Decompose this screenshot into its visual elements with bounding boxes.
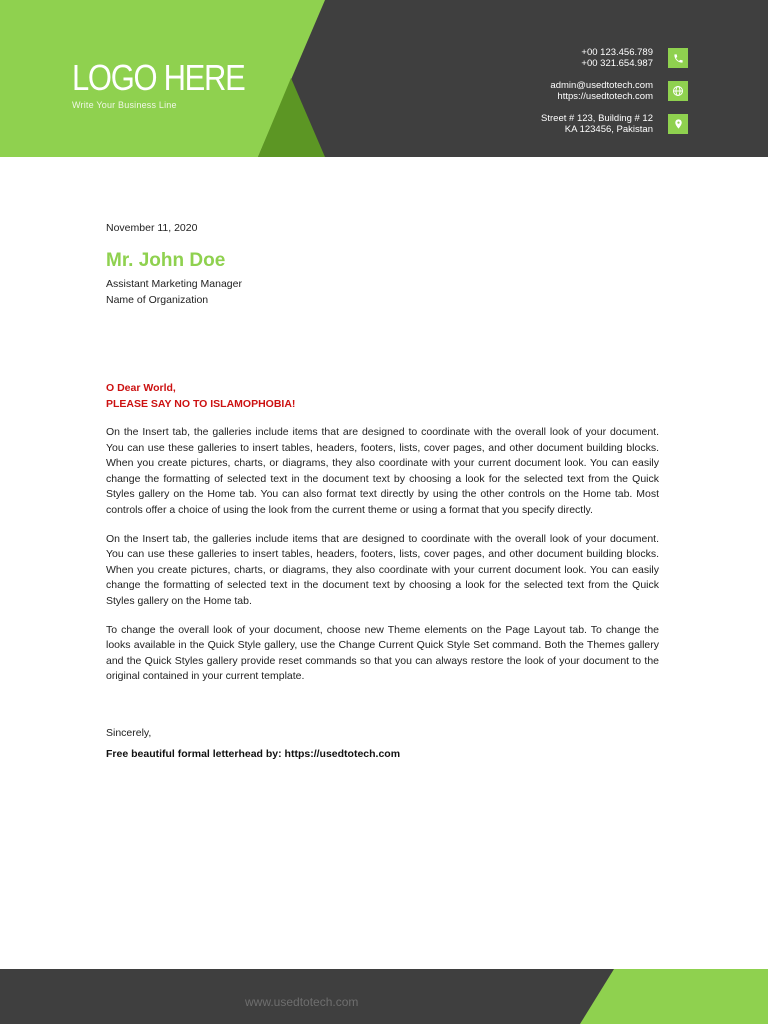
- logo-block: [72, 58, 273, 110]
- credit-line: Free beautiful formal letterhead by: https://usedtotech.com: [106, 747, 401, 760]
- letter-body: [106, 222, 659, 760]
- footer-website-url: www.usedtotech.com: [245, 995, 359, 1009]
- recipient-name: Mr. John Doe: [106, 250, 226, 271]
- globe-icon: [668, 81, 688, 101]
- salutation-line-2: PLEASE SAY NO TO ISLAMOPHOBIA!: [106, 398, 296, 410]
- phone-number-1: +00 123.456.789: [581, 47, 653, 58]
- body-paragraph-1: On the Insert tab, the galleries include items that are designed to coordinate with the overall look of your document. You can use these galleries to insert tables, headers, footers, lists, cover pages, and other document building blocks. When you create pictures, charts, or diagrams, they also coordinate with your current document look. You can easily change the formatting of selected text in the document text by choosing a look for the selected text from the Quick Styles gallery on the Home tab. You can also format text directly by using the other controls on the Home tab. Most controls offer a choice of using the look from the current theme or using a format that you specify directly.: [106, 426, 659, 516]
- contact-address: [541, 113, 688, 135]
- contact-phone: [581, 47, 688, 69]
- closing: Sincerely,: [106, 726, 152, 739]
- contact-web: [550, 80, 688, 102]
- business-tagline: Write Your Business Line: [72, 100, 177, 110]
- location-pin-icon: [668, 114, 688, 134]
- address-line-1: Street # 123, Building # 12: [541, 113, 653, 124]
- phone-number-2: +00 321.654.987: [581, 58, 653, 69]
- letterhead-footer: [0, 969, 768, 1024]
- salutation-line-1: O Dear World,: [106, 382, 176, 394]
- phone-icon: [668, 48, 688, 68]
- salutation: [106, 380, 659, 412]
- footer-graphic: [0, 969, 768, 1024]
- website-url: https://usedtotech.com: [557, 91, 653, 102]
- address-line-2: KA 123456, Pakistan: [564, 124, 653, 135]
- letter-date: November 11, 2020: [106, 222, 198, 234]
- letterhead-header: [0, 0, 768, 157]
- recipient-organization: Name of Organization: [106, 294, 209, 306]
- recipient-title: Assistant Marketing Manager: [106, 278, 242, 290]
- email-address: admin@usedtotech.com: [550, 80, 653, 91]
- logo-text: LOGO HERE: [72, 57, 245, 98]
- footer-green-panel: [580, 969, 768, 1024]
- body-paragraph-2: On the Insert tab, the galleries include items that are designed to coordinate with the overall look of your document. You can use these galleries to insert tables, headers, footers, lists, cover pages, and other document building blocks. When you create pictures, charts, or diagrams, they also coordinate with your current document look. You can easily change the formatting of selected text in the document text by choosing a look for the selected text from the Quick Styles gallery on the Home tab.: [106, 532, 659, 607]
- body-paragraph-3: To change the overall look of your document, choose new Theme elements on the Page Layout tab. To change the looks available in the Quick Style gallery, use the Change Current Quick Style Set command. Both the Themes gallery and the Quick Styles gallery provide reset commands so that you can always restore the look of your document to the original contained in your current template.: [106, 623, 659, 683]
